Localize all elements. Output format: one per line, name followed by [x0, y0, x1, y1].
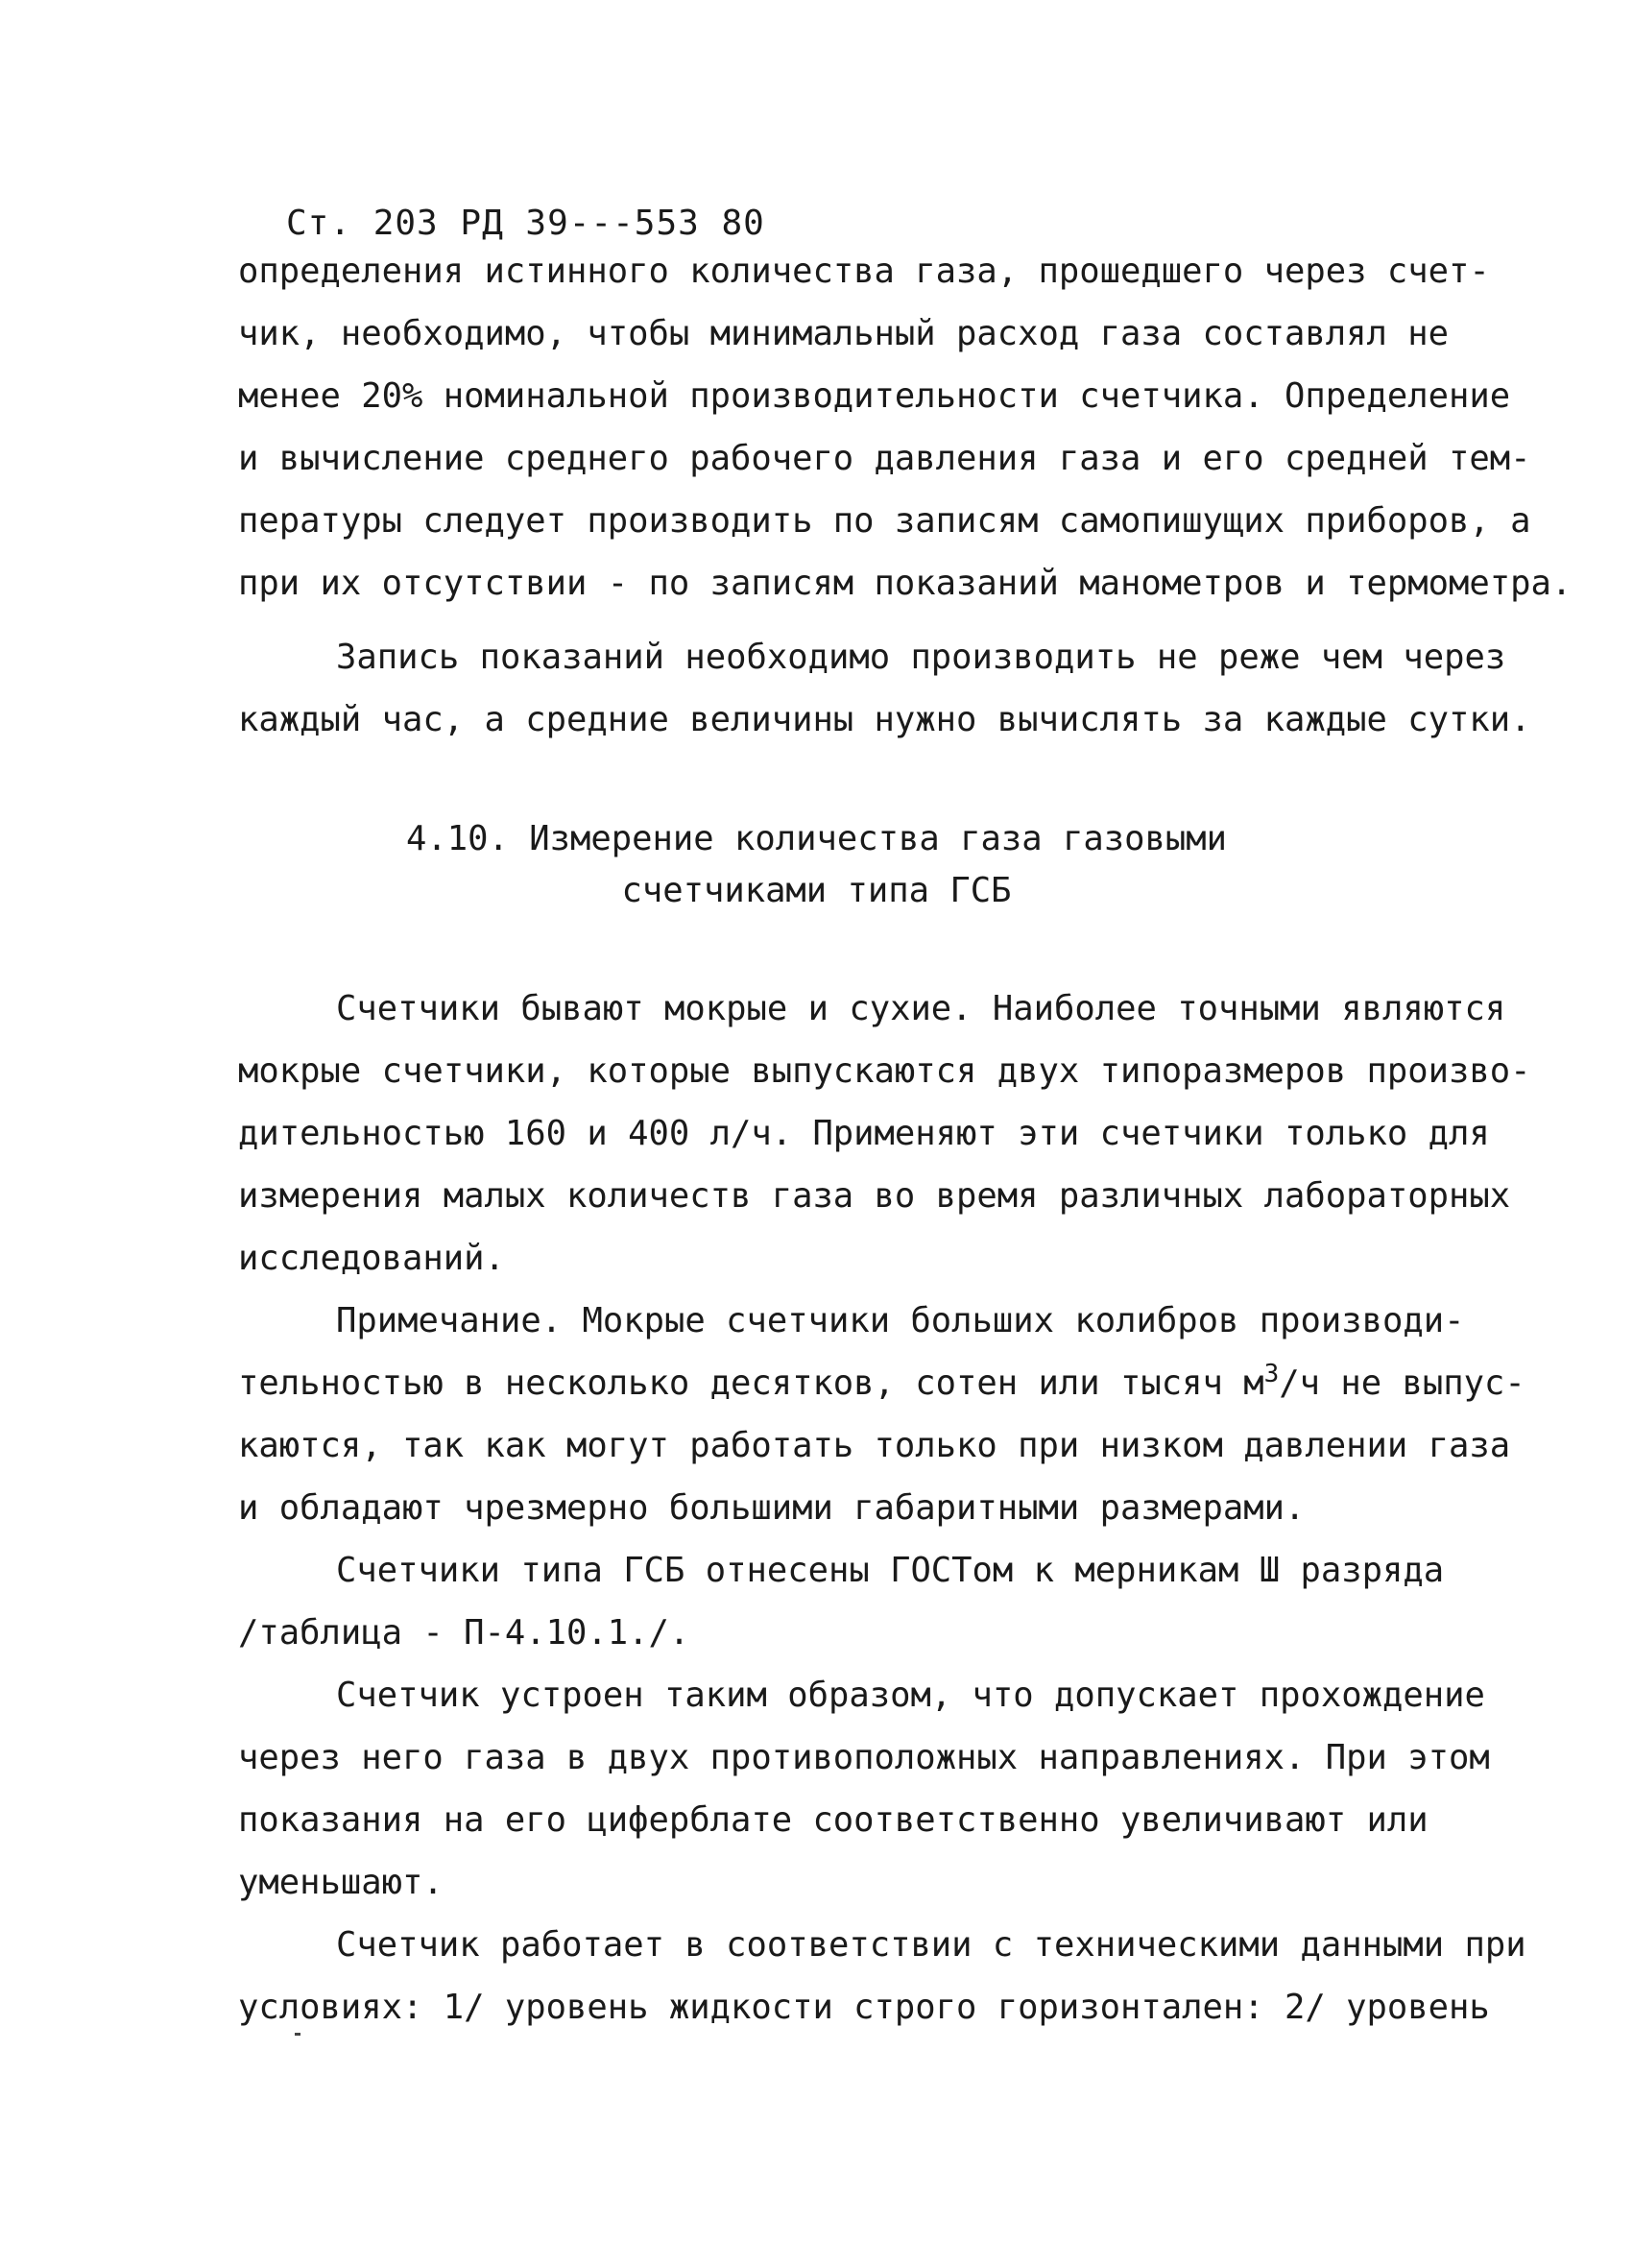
- text-line: Примечание. Мокрые счетчики больших колибров производи-: [336, 1301, 1465, 1340]
- text-line: пературы следует производить по записям самопишущих приборов, а: [238, 501, 1531, 541]
- text-line: исследований.: [238, 1239, 505, 1278]
- text-line: дительностью 160 и 400 л/ч. Применяют эти счетчики только для: [238, 1114, 1490, 1153]
- paragraph-3: [238, 977, 1531, 1290]
- text-line: Счетчик устроен таким образом, что допускает прохождение: [336, 1676, 1485, 1715]
- paragraph-5: [238, 1664, 1490, 1914]
- note-paragraph: [238, 1290, 1525, 1539]
- section-heading-line-1: 4.10. Измерение количества газа газовыми: [406, 819, 1227, 858]
- paragraph-2: [238, 626, 1531, 751]
- text-line: Счетчики типа ГСБ отнесены ГОСТом к мерникам Ш разряда: [336, 1551, 1445, 1590]
- text-line: при их отсутствии - по записям показаний манометров и термометра.: [238, 564, 1573, 603]
- text-line: каются, так как могут работать только при низком давлении газа: [238, 1426, 1511, 1465]
- paragraph-6: [238, 1914, 1526, 2039]
- page-header: Ст. 203 РД 39-‑-553 80: [286, 204, 765, 243]
- text-line: через него газа в двух противоположных направлениях. При этом: [238, 1738, 1490, 1777]
- superscript: 3: [1263, 1360, 1280, 1389]
- text-line: мокрые счетчики, которые выпускаются двух типоразмеров произво-: [238, 1051, 1531, 1091]
- text-line-with-superscript: [238, 1352, 1525, 1414]
- text-line: определения истинного количества газа, прошедшего через счет-: [238, 252, 1490, 291]
- text-fragment: /ч не выпус-: [1279, 1363, 1525, 1403]
- text-line: уменьшают.: [238, 1863, 444, 1902]
- scan-speck: [295, 2033, 300, 2036]
- text-line: и вычисление среднего рабочего давления газа и его средней тем-: [238, 439, 1531, 478]
- text-line: Счетчик работает в соответствии с техническими данными при: [336, 1925, 1526, 1965]
- text-line: показания на его циферблате соответственно увеличивают или: [238, 1800, 1429, 1840]
- text-line: Счетчики бывают мокрые и сухие. Наиболее точными являются: [336, 989, 1506, 1028]
- text-line: менее 20% номинальной производительности счетчика. Определение: [238, 376, 1511, 416]
- text-line: измерения малых количеств газа во время различных лабораторных: [238, 1176, 1511, 1216]
- paragraph-4: [238, 1539, 1448, 1664]
- text-line: чик, необходимо, чтобы минимальный расход газа составлял не: [238, 314, 1449, 353]
- paragraph-1: [238, 240, 1573, 615]
- text-line: каждый час, а средние величины нужно вычислять за каждые сутки.: [238, 700, 1531, 739]
- text-line: условиях: 1/ уровень жидкости строго горизонтален: 2/ уровень: [238, 1988, 1490, 2027]
- section-heading-line-2: счетчиками типа ГСБ: [621, 871, 1012, 910]
- text-line: и обладают чрезмерно большими габаритными размерами.: [238, 1488, 1306, 1528]
- text-fragment: тельностью в несколько десятков, сотен или тысяч м: [238, 1363, 1264, 1403]
- text-line: /таблица - П-4.10.1./.: [238, 1613, 690, 1653]
- text-line: Запись показаний необходимо производить не реже чем через: [336, 638, 1506, 677]
